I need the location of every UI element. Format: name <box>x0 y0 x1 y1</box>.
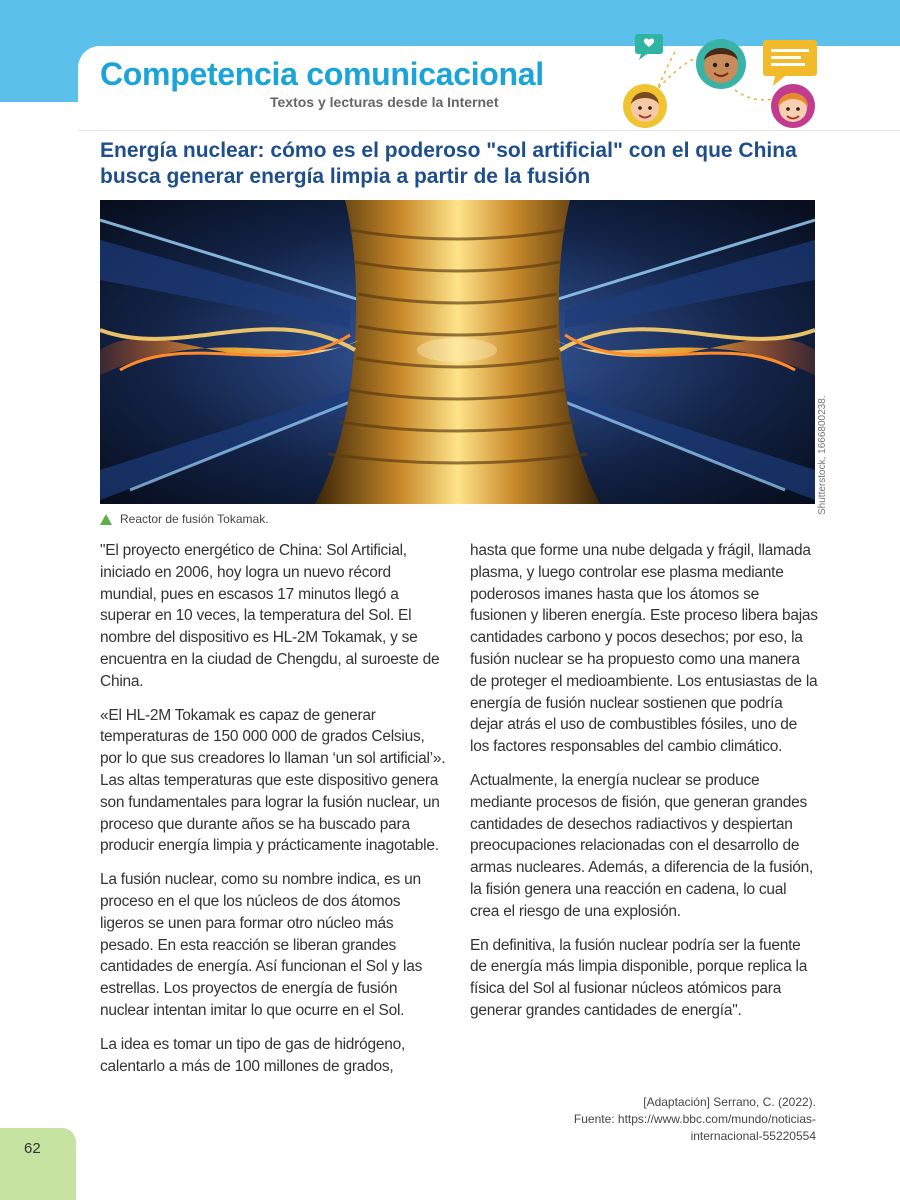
article-column-left <box>100 540 448 1089</box>
section-subtitle: Textos y lecturas desde la Internet <box>270 94 499 110</box>
caption-triangle-icon <box>100 514 112 525</box>
reactor-illustration <box>100 200 815 504</box>
kid-avatar-center <box>696 39 746 89</box>
paragraph: La idea es tomar un tipo de gas de hidrógeno, calentarlo a más de 100 millones de grados, <box>100 1035 406 1075</box>
citation-line: [Adaptación] Serrano, C. (2022). <box>643 1095 816 1109</box>
kid-avatar-left <box>623 84 667 128</box>
reactor-photo <box>100 200 815 504</box>
source-url-line: internacional-55220554 <box>690 1129 816 1143</box>
header-illustration <box>615 30 825 130</box>
chat-lines-icon <box>763 40 817 86</box>
article-column-right <box>470 540 818 1034</box>
paragraph: En definitiva, la fusión nuclear podría ser la fuente de energía más limpia disponible, porque replica la física del Sol al fusionar núcleos atómicos para generar grandes cantidades de energía". <box>470 936 808 1019</box>
page-number: 62 <box>24 1140 41 1157</box>
page-number-tab <box>0 1128 76 1200</box>
header-divider <box>78 130 900 131</box>
source-url-line: Fuente: https://www.bbc.com/mundo/noticias- <box>573 1112 816 1126</box>
article-headline: Energía nuclear: cómo es el poderoso "sol artificial" con el que China busca generar energía limpia a partir de la fusión <box>100 139 797 188</box>
chat-heart-icon <box>635 34 663 60</box>
paragraph: «El HL-2M Tokamak es capaz de generar temperaturas de 150 000 000 de grados Celsius, por lo que sus creadores lo llaman ‘un sol artificial’». Las altas temperaturas que este dispositivo genera son fundamentales para lograr la fusión nuclear, un proceso que durante años se ha buscado para producir energía limpia y prácticamente inagotable. <box>100 706 446 855</box>
source-citation <box>456 1094 816 1145</box>
image-caption: Reactor de fusión Tokamak. <box>120 512 269 526</box>
kid-avatar-right <box>771 84 815 128</box>
paragraph: hasta que forme una nube delgada y frágil, llamada plasma, y luego controlar ese plasma mediante poderosos imanes hasta que los átomos se fusionen y liberen energía. Este proceso libera bajas cantidades carbono y pocos desechos; por eso, la fusión nuclear se ha propuesto como una manera de proteger el medioambiente. Los entusiastas de la energía de fusión nuclear sostienen que podría dejar atrás el uso de combustibles fósiles, uno de los factores responsables del cambio climático. <box>470 542 818 756</box>
image-caption-row <box>100 512 269 526</box>
paragraph: Actualmente, la energía nuclear se produce mediante procesos de fisión, que generan grandes cantidades de desechos radiactivos y despiertan preocupaciones relacionadas con el desarrollo de armas nucleares. Además, a diferencia de la fusión, la fisión genera una reacción en cadena, lo cual crea el riesgo de una explosión. <box>470 771 814 920</box>
paragraph: La fusión nuclear, como su nombre indica, es un proceso en el que los núcleos de dos átomos ligeros se unen para formar otro núcleo más pesado. En esta reacción se liberan grandes cantidades de energía. Así funcionan el Sol y las estrellas. Los proyectos de energía de fusión nuclear intentan imitar lo que ocurre en el Sol. <box>100 871 423 1019</box>
image-credit: Shutterstock, 1666800238. <box>817 395 828 515</box>
section-title: Competencia comunicacional <box>100 56 544 92</box>
paragraph: "El proyecto energético de China: Sol Artificial, iniciado en 2006, hoy logra un nuevo récord mundial, pues en escasos 17 minutos llegó a superar en 10 veces, la temperatura del Sol. El nombre del dispositivo es HL-2M Tokamak, y se encuentra en la ciudad de Chengdu, al suroeste de China. <box>100 542 440 690</box>
